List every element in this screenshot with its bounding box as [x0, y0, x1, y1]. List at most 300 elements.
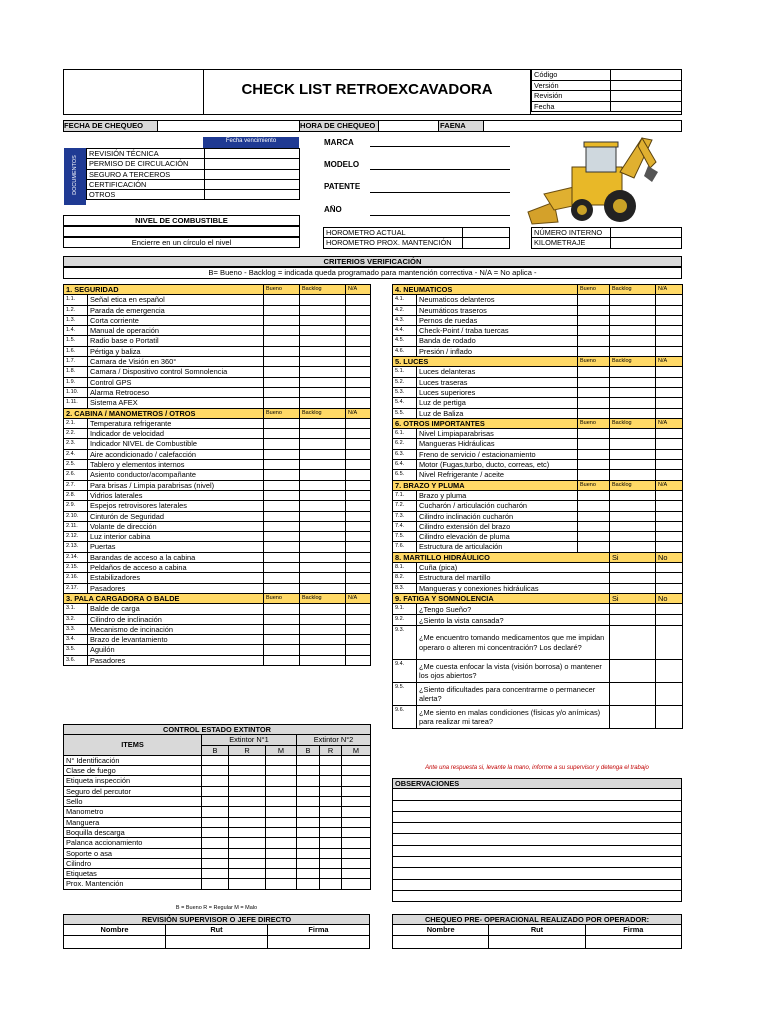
check-cell[interactable] [202, 786, 229, 796]
check-cell[interactable] [610, 660, 656, 683]
check-cell[interactable] [264, 346, 300, 356]
check-cell[interactable] [300, 367, 346, 377]
check-cell[interactable] [266, 807, 297, 817]
check-cell[interactable] [266, 869, 297, 879]
check-cell[interactable] [342, 827, 371, 837]
check-cell[interactable] [264, 583, 300, 593]
check-cell[interactable] [300, 501, 346, 511]
check-cell[interactable] [346, 398, 371, 408]
check-cell[interactable] [656, 429, 683, 439]
check-cell[interactable] [610, 706, 656, 729]
check-cell[interactable] [610, 626, 656, 660]
check-cell[interactable] [229, 786, 266, 796]
check-cell[interactable] [346, 490, 371, 500]
check-cell[interactable] [300, 295, 346, 305]
check-cell[interactable] [346, 583, 371, 593]
check-cell[interactable] [342, 817, 371, 827]
check-cell[interactable] [346, 511, 371, 521]
check-cell[interactable] [300, 346, 346, 356]
check-cell[interactable] [264, 521, 300, 531]
check-cell[interactable] [342, 838, 371, 848]
check-cell[interactable] [610, 326, 656, 336]
check-cell[interactable] [229, 797, 266, 807]
check-cell[interactable] [346, 645, 371, 655]
check-cell[interactable] [578, 429, 610, 439]
check-cell[interactable] [297, 869, 320, 879]
check-cell[interactable] [320, 858, 342, 868]
check-cell[interactable] [300, 563, 346, 573]
check-cell[interactable] [320, 827, 342, 837]
check-cell[interactable] [300, 326, 346, 336]
check-cell[interactable] [610, 683, 656, 706]
check-cell[interactable] [578, 511, 610, 521]
check-cell[interactable] [346, 326, 371, 336]
observacion-line[interactable] [393, 811, 682, 822]
observacion-line[interactable] [393, 857, 682, 868]
check-cell[interactable] [300, 614, 346, 624]
check-cell[interactable] [346, 367, 371, 377]
check-cell[interactable] [264, 624, 300, 634]
horometro-actual-field[interactable] [463, 228, 510, 238]
observacion-line[interactable] [393, 823, 682, 834]
check-cell[interactable] [320, 817, 342, 827]
check-cell[interactable] [266, 817, 297, 827]
marca-field[interactable] [370, 146, 510, 147]
check-cell[interactable] [610, 604, 656, 615]
check-cell[interactable] [264, 418, 300, 428]
check-cell[interactable] [300, 315, 346, 325]
observacion-line[interactable] [393, 879, 682, 890]
check-cell[interactable] [264, 542, 300, 552]
check-cell[interactable] [656, 490, 683, 500]
check-cell[interactable] [300, 542, 346, 552]
check-cell[interactable] [578, 387, 610, 397]
check-cell[interactable] [578, 542, 610, 552]
check-cell[interactable] [297, 879, 320, 889]
check-cell[interactable] [610, 615, 656, 626]
check-cell[interactable] [656, 336, 683, 346]
check-cell[interactable] [202, 858, 229, 868]
check-cell[interactable] [610, 449, 656, 459]
check-cell[interactable] [202, 817, 229, 827]
check-cell[interactable] [610, 346, 656, 356]
check-cell[interactable] [656, 563, 683, 573]
check-cell[interactable] [297, 766, 320, 776]
check-cell[interactable] [656, 573, 683, 583]
check-cell[interactable] [300, 635, 346, 645]
check-cell[interactable] [300, 573, 346, 583]
check-cell[interactable] [300, 305, 346, 315]
check-cell[interactable] [320, 879, 342, 889]
meta-value[interactable] [611, 80, 682, 91]
check-cell[interactable] [610, 573, 656, 583]
check-cell[interactable] [320, 807, 342, 817]
documento-fecha[interactable] [205, 179, 300, 189]
check-cell[interactable] [610, 387, 656, 397]
check-cell[interactable] [346, 387, 371, 397]
check-cell[interactable] [300, 429, 346, 439]
check-cell[interactable] [229, 879, 266, 889]
check-cell[interactable] [264, 439, 300, 449]
check-cell[interactable] [578, 326, 610, 336]
check-cell[interactable] [610, 521, 656, 531]
check-cell[interactable] [656, 408, 683, 418]
check-cell[interactable] [610, 398, 656, 408]
check-cell[interactable] [266, 879, 297, 889]
check-cell[interactable] [320, 766, 342, 776]
check-cell[interactable] [300, 387, 346, 397]
check-cell[interactable] [264, 305, 300, 315]
hora-field[interactable] [378, 120, 439, 132]
check-cell[interactable] [297, 786, 320, 796]
check-cell[interactable] [297, 776, 320, 786]
observacion-line[interactable] [393, 789, 682, 800]
check-cell[interactable] [264, 295, 300, 305]
check-cell[interactable] [300, 377, 346, 387]
check-cell[interactable] [264, 429, 300, 439]
check-cell[interactable] [342, 807, 371, 817]
check-cell[interactable] [656, 295, 683, 305]
check-cell[interactable] [656, 706, 683, 729]
check-cell[interactable] [300, 624, 346, 634]
check-cell[interactable] [610, 532, 656, 542]
check-cell[interactable] [264, 501, 300, 511]
check-cell[interactable] [346, 336, 371, 346]
check-cell[interactable] [264, 573, 300, 583]
check-cell[interactable] [342, 755, 371, 765]
check-cell[interactable] [342, 797, 371, 807]
check-cell[interactable] [578, 346, 610, 356]
check-cell[interactable] [346, 429, 371, 439]
check-cell[interactable] [300, 449, 346, 459]
check-cell[interactable] [578, 408, 610, 418]
check-cell[interactable] [264, 367, 300, 377]
check-cell[interactable] [229, 817, 266, 827]
documento-fecha[interactable] [205, 159, 300, 169]
check-cell[interactable] [264, 645, 300, 655]
check-cell[interactable] [320, 848, 342, 858]
check-cell[interactable] [656, 683, 683, 706]
meta-value[interactable] [611, 101, 682, 112]
check-cell[interactable] [202, 869, 229, 879]
check-cell[interactable] [578, 367, 610, 377]
check-cell[interactable] [266, 858, 297, 868]
observacion-line[interactable] [393, 800, 682, 811]
check-cell[interactable] [610, 501, 656, 511]
check-cell[interactable] [300, 521, 346, 531]
check-cell[interactable] [656, 660, 683, 683]
check-cell[interactable] [656, 387, 683, 397]
check-cell[interactable] [610, 429, 656, 439]
check-cell[interactable] [578, 315, 610, 325]
check-cell[interactable] [297, 848, 320, 858]
check-cell[interactable] [229, 838, 266, 848]
check-cell[interactable] [229, 755, 266, 765]
check-cell[interactable] [610, 563, 656, 573]
check-cell[interactable] [297, 797, 320, 807]
check-cell[interactable] [266, 848, 297, 858]
check-cell[interactable] [346, 460, 371, 470]
fecha-field[interactable] [157, 120, 300, 132]
check-cell[interactable] [202, 776, 229, 786]
check-cell[interactable] [264, 449, 300, 459]
documento-fecha[interactable] [205, 169, 300, 179]
signature-field[interactable] [393, 935, 489, 948]
check-cell[interactable] [656, 346, 683, 356]
observacion-line[interactable] [393, 834, 682, 845]
check-cell[interactable] [202, 755, 229, 765]
check-cell[interactable] [202, 797, 229, 807]
check-cell[interactable] [342, 869, 371, 879]
check-cell[interactable] [264, 480, 300, 490]
check-cell[interactable] [300, 439, 346, 449]
check-cell[interactable] [266, 755, 297, 765]
check-cell[interactable] [610, 460, 656, 470]
check-cell[interactable] [656, 460, 683, 470]
check-cell[interactable] [656, 305, 683, 315]
check-cell[interactable] [656, 315, 683, 325]
check-cell[interactable] [346, 357, 371, 367]
check-cell[interactable] [297, 827, 320, 837]
check-cell[interactable] [297, 838, 320, 848]
signature-field[interactable] [585, 935, 681, 948]
meta-value[interactable] [611, 91, 682, 102]
check-cell[interactable] [300, 418, 346, 428]
check-cell[interactable] [264, 655, 300, 665]
check-cell[interactable] [578, 532, 610, 542]
check-cell[interactable] [578, 336, 610, 346]
check-cell[interactable] [264, 336, 300, 346]
check-cell[interactable] [578, 460, 610, 470]
check-cell[interactable] [610, 336, 656, 346]
numero-interno-field[interactable] [611, 228, 682, 238]
check-cell[interactable] [578, 470, 610, 480]
check-cell[interactable] [266, 766, 297, 776]
check-cell[interactable] [346, 470, 371, 480]
check-cell[interactable] [229, 848, 266, 858]
check-cell[interactable] [346, 614, 371, 624]
check-cell[interactable] [578, 501, 610, 511]
check-cell[interactable] [610, 439, 656, 449]
check-cell[interactable] [300, 532, 346, 542]
observacion-line[interactable] [393, 845, 682, 856]
check-cell[interactable] [346, 449, 371, 459]
check-cell[interactable] [656, 377, 683, 387]
check-cell[interactable] [297, 817, 320, 827]
check-cell[interactable] [342, 848, 371, 858]
check-cell[interactable] [610, 305, 656, 315]
check-cell[interactable] [578, 398, 610, 408]
check-cell[interactable] [264, 635, 300, 645]
check-cell[interactable] [346, 635, 371, 645]
check-cell[interactable] [656, 583, 683, 593]
meta-value[interactable] [611, 70, 682, 81]
check-cell[interactable] [300, 490, 346, 500]
check-cell[interactable] [264, 511, 300, 521]
check-cell[interactable] [300, 645, 346, 655]
check-cell[interactable] [229, 827, 266, 837]
check-cell[interactable] [610, 490, 656, 500]
check-cell[interactable] [610, 583, 656, 593]
check-cell[interactable] [264, 377, 300, 387]
check-cell[interactable] [342, 879, 371, 889]
patente-field[interactable] [370, 192, 510, 193]
check-cell[interactable] [266, 797, 297, 807]
observacion-line[interactable] [393, 868, 682, 879]
check-cell[interactable] [320, 786, 342, 796]
check-cell[interactable] [342, 858, 371, 868]
check-cell[interactable] [297, 858, 320, 868]
check-cell[interactable] [300, 470, 346, 480]
check-cell[interactable] [202, 838, 229, 848]
check-cell[interactable] [342, 776, 371, 786]
check-cell[interactable] [300, 357, 346, 367]
check-cell[interactable] [300, 398, 346, 408]
check-cell[interactable] [229, 807, 266, 817]
documento-fecha[interactable] [205, 190, 300, 200]
faena-field[interactable] [483, 120, 682, 132]
check-cell[interactable] [300, 480, 346, 490]
check-cell[interactable] [202, 766, 229, 776]
check-cell[interactable] [578, 377, 610, 387]
check-cell[interactable] [346, 439, 371, 449]
signature-field[interactable] [64, 935, 166, 948]
check-cell[interactable] [346, 480, 371, 490]
check-cell[interactable] [297, 755, 320, 765]
check-cell[interactable] [320, 838, 342, 848]
signature-field[interactable] [489, 935, 585, 948]
check-cell[interactable] [229, 869, 266, 879]
check-cell[interactable] [320, 776, 342, 786]
check-cell[interactable] [264, 315, 300, 325]
check-cell[interactable] [346, 624, 371, 634]
check-cell[interactable] [266, 827, 297, 837]
check-cell[interactable] [297, 807, 320, 817]
check-cell[interactable] [264, 398, 300, 408]
check-cell[interactable] [578, 295, 610, 305]
check-cell[interactable] [578, 449, 610, 459]
check-cell[interactable] [610, 408, 656, 418]
check-cell[interactable] [656, 511, 683, 521]
check-cell[interactable] [266, 838, 297, 848]
check-cell[interactable] [346, 501, 371, 511]
check-cell[interactable] [656, 398, 683, 408]
check-cell[interactable] [202, 879, 229, 889]
signature-field[interactable] [166, 935, 268, 948]
check-cell[interactable] [300, 604, 346, 614]
check-cell[interactable] [264, 552, 300, 562]
check-cell[interactable] [202, 848, 229, 858]
check-cell[interactable] [264, 470, 300, 480]
check-cell[interactable] [264, 387, 300, 397]
check-cell[interactable] [656, 367, 683, 377]
check-cell[interactable] [264, 357, 300, 367]
check-cell[interactable] [346, 305, 371, 315]
check-cell[interactable] [342, 786, 371, 796]
check-cell[interactable] [346, 532, 371, 542]
check-cell[interactable] [264, 532, 300, 542]
check-cell[interactable] [656, 439, 683, 449]
check-cell[interactable] [610, 367, 656, 377]
check-cell[interactable] [300, 583, 346, 593]
horometro-prox-field[interactable] [463, 238, 510, 248]
check-cell[interactable] [610, 542, 656, 552]
check-cell[interactable] [320, 797, 342, 807]
check-cell[interactable] [346, 542, 371, 552]
check-cell[interactable] [610, 377, 656, 387]
check-cell[interactable] [264, 604, 300, 614]
check-cell[interactable] [610, 315, 656, 325]
check-cell[interactable] [346, 377, 371, 387]
check-cell[interactable] [300, 552, 346, 562]
check-cell[interactable] [346, 552, 371, 562]
check-cell[interactable] [346, 655, 371, 665]
check-cell[interactable] [300, 511, 346, 521]
check-cell[interactable] [320, 755, 342, 765]
check-cell[interactable] [346, 521, 371, 531]
check-cell[interactable] [346, 346, 371, 356]
documento-fecha[interactable] [205, 149, 300, 159]
check-cell[interactable] [264, 563, 300, 573]
check-cell[interactable] [346, 604, 371, 614]
kilometraje-field[interactable] [611, 238, 682, 248]
check-cell[interactable] [346, 573, 371, 583]
combustible-levels[interactable] [63, 226, 300, 237]
check-cell[interactable] [264, 460, 300, 470]
check-cell[interactable] [320, 869, 342, 879]
check-cell[interactable] [346, 295, 371, 305]
check-cell[interactable] [264, 326, 300, 336]
check-cell[interactable] [610, 511, 656, 521]
check-cell[interactable] [346, 563, 371, 573]
anio-field[interactable] [370, 215, 510, 216]
check-cell[interactable] [656, 470, 683, 480]
check-cell[interactable] [300, 460, 346, 470]
modelo-field[interactable] [370, 169, 510, 170]
check-cell[interactable] [266, 776, 297, 786]
check-cell[interactable] [229, 766, 266, 776]
check-cell[interactable] [656, 521, 683, 531]
check-cell[interactable] [656, 615, 683, 626]
check-cell[interactable] [656, 449, 683, 459]
check-cell[interactable] [656, 626, 683, 660]
check-cell[interactable] [578, 490, 610, 500]
check-cell[interactable] [656, 326, 683, 336]
check-cell[interactable] [266, 786, 297, 796]
check-cell[interactable] [656, 604, 683, 615]
check-cell[interactable] [656, 532, 683, 542]
check-cell[interactable] [264, 490, 300, 500]
check-cell[interactable] [346, 315, 371, 325]
check-cell[interactable] [610, 295, 656, 305]
check-cell[interactable] [300, 655, 346, 665]
check-cell[interactable] [264, 614, 300, 624]
check-cell[interactable] [610, 470, 656, 480]
check-cell[interactable] [578, 305, 610, 315]
check-cell[interactable] [578, 439, 610, 449]
check-cell[interactable] [578, 521, 610, 531]
check-cell[interactable] [300, 336, 346, 346]
check-cell[interactable] [202, 807, 229, 817]
check-cell[interactable] [342, 766, 371, 776]
signature-field[interactable] [268, 935, 370, 948]
observacion-line[interactable] [393, 890, 682, 901]
check-cell[interactable] [656, 501, 683, 511]
check-cell[interactable] [656, 542, 683, 552]
check-cell[interactable] [229, 776, 266, 786]
check-cell[interactable] [229, 858, 266, 868]
check-cell[interactable] [202, 827, 229, 837]
